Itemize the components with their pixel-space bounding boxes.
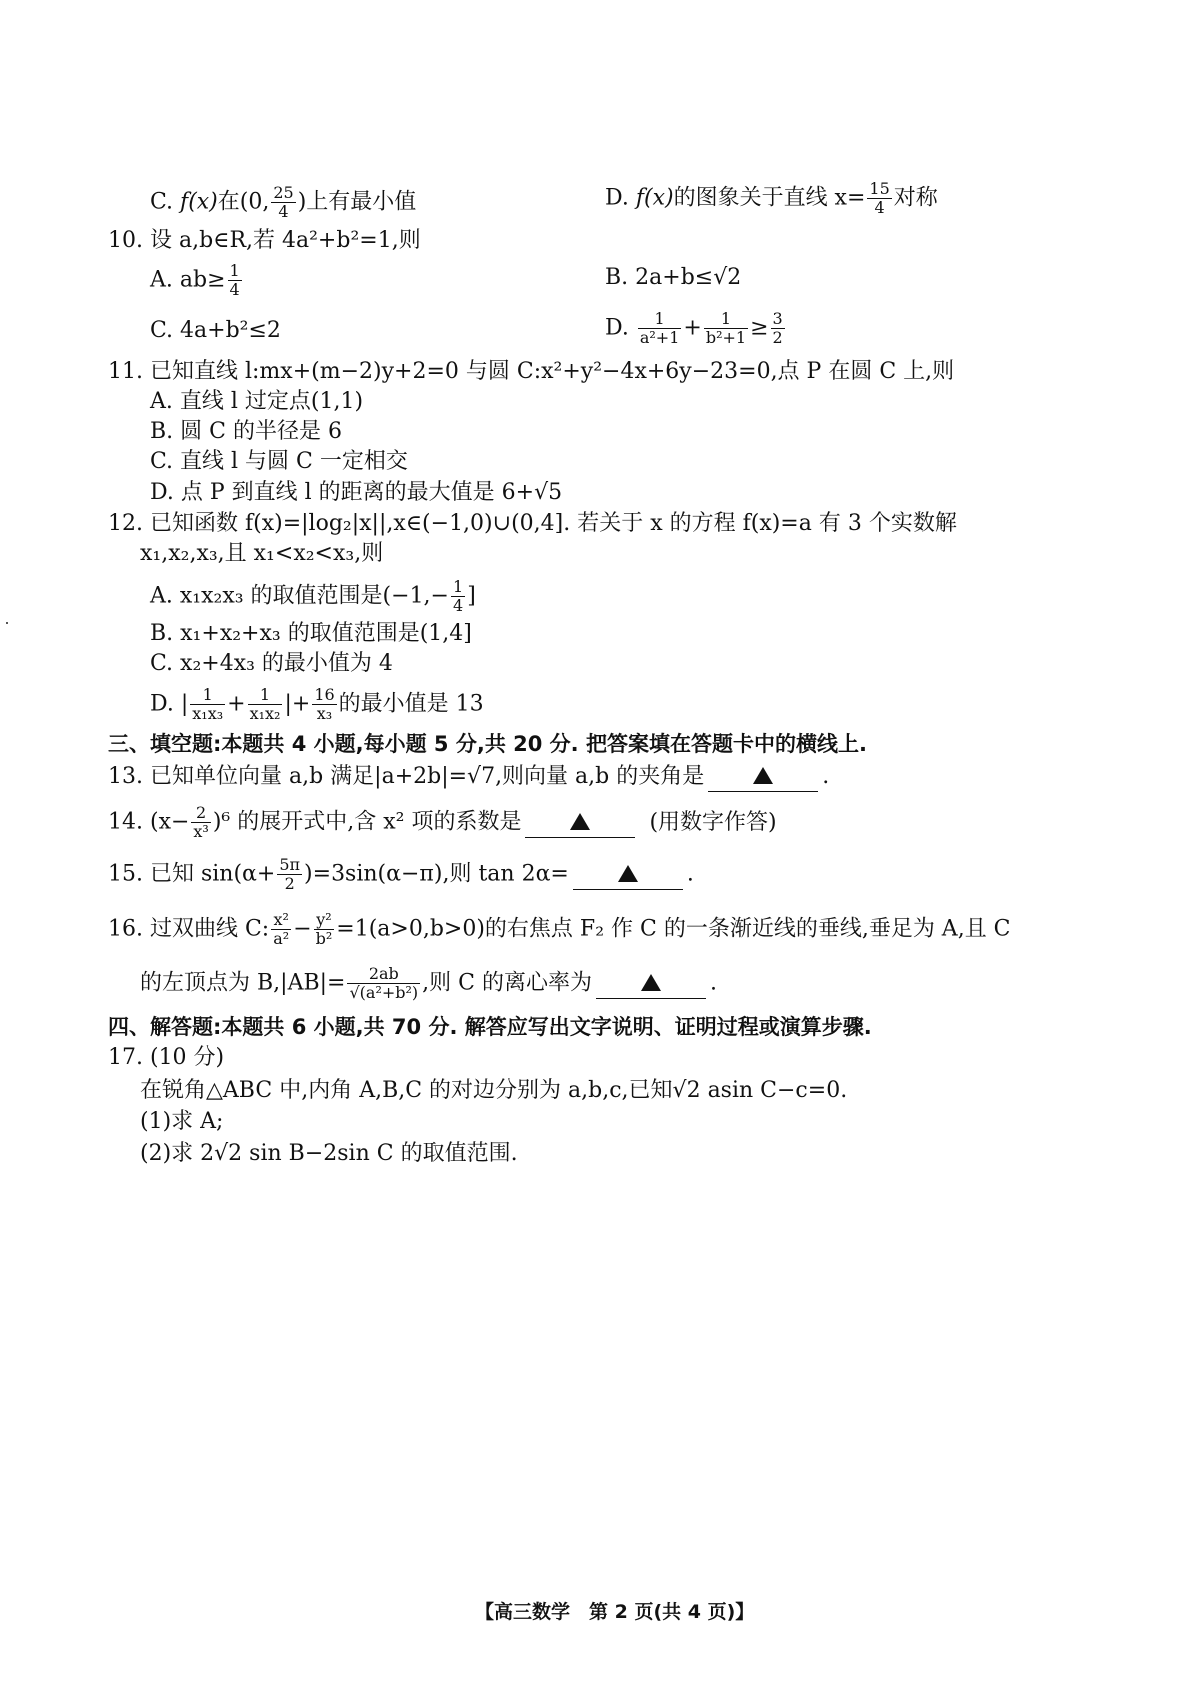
q16-l2-den: √(a²+b²) <box>349 983 419 1002</box>
q9-option-d <box>605 180 938 217</box>
q12-stem-line2: x₁,x₂,x₃,且 x₁<x₂<x₃,则 <box>140 541 384 566</box>
q17-part1: (1)求 A; <box>140 1109 224 1134</box>
q9-c-den: 4 <box>278 202 289 221</box>
q12-a-num: 1 <box>453 577 464 596</box>
q15-pre: 15. 已知 sin(α+ <box>108 861 276 887</box>
q10-d-ge: ≥ <box>750 315 769 341</box>
q10-option-c: C. 4a+b²≤2 <box>150 318 281 343</box>
q14-pre: 14. (x− <box>108 809 190 835</box>
q10-option-d <box>605 310 787 347</box>
q14 <box>108 804 777 841</box>
q16-l2-pre: 的左顶点为 B,|AB|= <box>140 970 346 996</box>
q12-d-label: D. | <box>150 691 189 717</box>
section-4-heading: 四、解答题:本题共 6 小题,共 70 分. 解答应写出文字说明、证明过程或演算步骤. <box>108 1015 872 1039</box>
q12-d-plus: + <box>227 691 246 717</box>
q12-option-b: B. x₁+x₂+x₃ 的取值范围是(1,4] <box>150 621 472 646</box>
q10-d-frac3 <box>771 310 785 347</box>
q15-den: 2 <box>284 874 295 893</box>
q10-d-d3: 2 <box>772 328 783 347</box>
q16-answer-blank <box>596 970 706 999</box>
q10-a-den: 4 <box>229 280 240 299</box>
q12-d-mid: |+ <box>284 691 311 717</box>
q12-d-d1: x₁x₃ <box>192 704 224 723</box>
q10-d-frac2 <box>704 310 748 347</box>
q9-d-den: 4 <box>874 198 885 217</box>
q10-stem: 10. 设 a,b∈R,若 4a²+b²=1,则 <box>108 228 421 253</box>
q14-answer-blank <box>525 809 635 838</box>
q9-d-mid: 的图象关于直线 x= <box>673 185 866 211</box>
q12-a-fraction <box>451 578 465 615</box>
q16-line1 <box>108 911 1011 948</box>
q16-l2-num: 2ab <box>347 965 420 984</box>
q10-a-text: A. ab≥ <box>150 267 226 293</box>
q11-option-a: A. 直线 l 过定点(1,1) <box>150 389 364 414</box>
q9-c-fraction <box>271 184 295 221</box>
q12-option-a <box>150 578 476 615</box>
q9-c-label: C. <box>150 189 181 215</box>
q12-a-text: A. x₁x₂x₃ 的取值范围是(−1,− <box>150 583 449 609</box>
section-3-heading: 三、填空题:本题共 4 小题,每小题 5 分,共 20 分. 把答案填在答题卡中的横线上. <box>108 732 867 756</box>
q12-d-n2: 1 <box>248 686 283 705</box>
q16-mid: =1(a>0,b>0)的右焦点 F₂ 作 C 的一条渐近线的垂线,垂足为 A,且 C <box>336 916 1011 942</box>
q10-d-n1: 1 <box>638 310 682 329</box>
triangle-icon <box>753 767 773 784</box>
q16-n2: y² <box>314 911 335 930</box>
q16-frac2 <box>314 911 335 948</box>
q16-minus: − <box>293 916 312 942</box>
q10-a-fraction <box>228 262 242 299</box>
q10-d-label: D. <box>605 315 636 341</box>
q11-option-d: D. 点 P 到直线 l 的距离的最大值是 6+√5 <box>150 480 563 505</box>
q9-c-fx: f(x) <box>180 189 218 215</box>
q10-d-n2: 1 <box>704 310 748 329</box>
q10-d-d2: b²+1 <box>705 328 747 347</box>
q16-l2-post: . <box>710 970 717 996</box>
triangle-icon <box>618 865 638 882</box>
q12-d-frac2 <box>248 686 283 723</box>
q12-d-d3: x₃ <box>316 704 333 723</box>
q9-d-fraction <box>867 180 891 217</box>
triangle-icon <box>641 974 661 991</box>
q9-option-c <box>150 184 416 221</box>
q12-a-post: ] <box>467 583 476 609</box>
q9-d-label: D. <box>605 185 636 211</box>
q14-num: 2 <box>191 804 210 823</box>
q12-option-d <box>150 686 484 723</box>
q17-heading: 17. (10 分) <box>108 1045 225 1070</box>
q9-c-post: )上有最小值 <box>297 189 417 215</box>
q15-answer-blank <box>573 861 683 890</box>
q10-d-n3: 3 <box>772 309 783 328</box>
q10-option-b: B. 2a+b≤√2 <box>605 265 742 290</box>
q9-c-num: 25 <box>273 183 294 202</box>
q11-option-b: B. 圆 C 的半径是 6 <box>150 419 342 444</box>
q12-d-frac1 <box>190 686 225 723</box>
q14-post: (用数字作答) <box>649 809 777 835</box>
q12-d-post: 的最小值是 13 <box>338 691 484 717</box>
q9-c-mid: 在(0, <box>217 189 270 215</box>
q10-d-frac1 <box>638 310 682 347</box>
q14-mid: )⁶ 的展开式中,含 x² 项的系数是 <box>212 809 522 835</box>
q13 <box>108 763 829 792</box>
q16-l2-mid: ,则 C 的离心率为 <box>422 970 592 996</box>
q14-fraction <box>191 804 210 841</box>
q16-line2 <box>140 965 717 1002</box>
q12-d-n1: 1 <box>190 686 225 705</box>
q12-d-d2: x₁x₂ <box>249 704 281 723</box>
q17-part2: (2)求 2√2 sin B−2sin C 的取值范围. <box>140 1141 518 1166</box>
q15-fraction <box>277 856 302 893</box>
q16-d1: a² <box>273 929 290 948</box>
q16-d2: b² <box>315 929 333 948</box>
q13-text: 13. 已知单位向量 a,b 满足|a+2b|=√7,则向量 a,b 的夹角是 <box>108 764 705 789</box>
q10-d-plus: + <box>683 315 702 341</box>
q13-post: . <box>822 764 830 789</box>
q11-stem: 11. 已知直线 l:mx+(m−2)y+2=0 与圆 C:x²+y²−4x+6y−23=0,点 P 在圆 C 上,则 <box>108 359 955 384</box>
triangle-icon <box>570 813 590 830</box>
q15 <box>108 856 694 893</box>
q10-option-a <box>150 262 244 299</box>
page-footer: 【高三数学 第 2 页(共 4 页)】 <box>475 1601 755 1623</box>
q12-d-n3: 16 <box>314 685 335 704</box>
scan-speck <box>6 622 8 624</box>
q14-den: x³ <box>193 822 209 841</box>
q16-n1: x² <box>271 911 291 930</box>
q9-d-fx: f(x) <box>635 185 674 211</box>
q11-option-c: C. 直线 l 与圆 C 一定相交 <box>150 449 408 474</box>
q17-body: 在锐角△ABC 中,内角 A,B,C 的对边分别为 a,b,c,已知√2 asin C−c=0. <box>140 1078 848 1103</box>
q12-option-c: C. x₂+4x₃ 的最小值为 4 <box>150 651 393 676</box>
q12-a-den: 4 <box>453 596 464 615</box>
q10-a-num: 1 <box>229 261 240 280</box>
q15-num: 5π <box>279 855 301 874</box>
q9-d-num: 15 <box>869 179 890 198</box>
q16-pre: 16. 过双曲线 C: <box>108 916 270 942</box>
q15-post: . <box>686 861 694 887</box>
q15-mid: )=3sin(α−π),则 tan 2α= <box>304 861 569 887</box>
q13-answer-blank <box>708 763 818 792</box>
q12-d-frac3 <box>312 686 336 723</box>
q16-l2-fraction <box>347 965 420 1002</box>
q16-frac1 <box>271 911 291 948</box>
q12-stem-line1: 12. 已知函数 f(x)=|log₂|x||,x∈(−1,0)∪(0,4]. 若关于 x 的方程 f(x)=a 有 3 个实数解 <box>108 511 957 536</box>
q9-d-post: 对称 <box>893 185 938 211</box>
q10-d-d1: a²+1 <box>639 328 680 347</box>
